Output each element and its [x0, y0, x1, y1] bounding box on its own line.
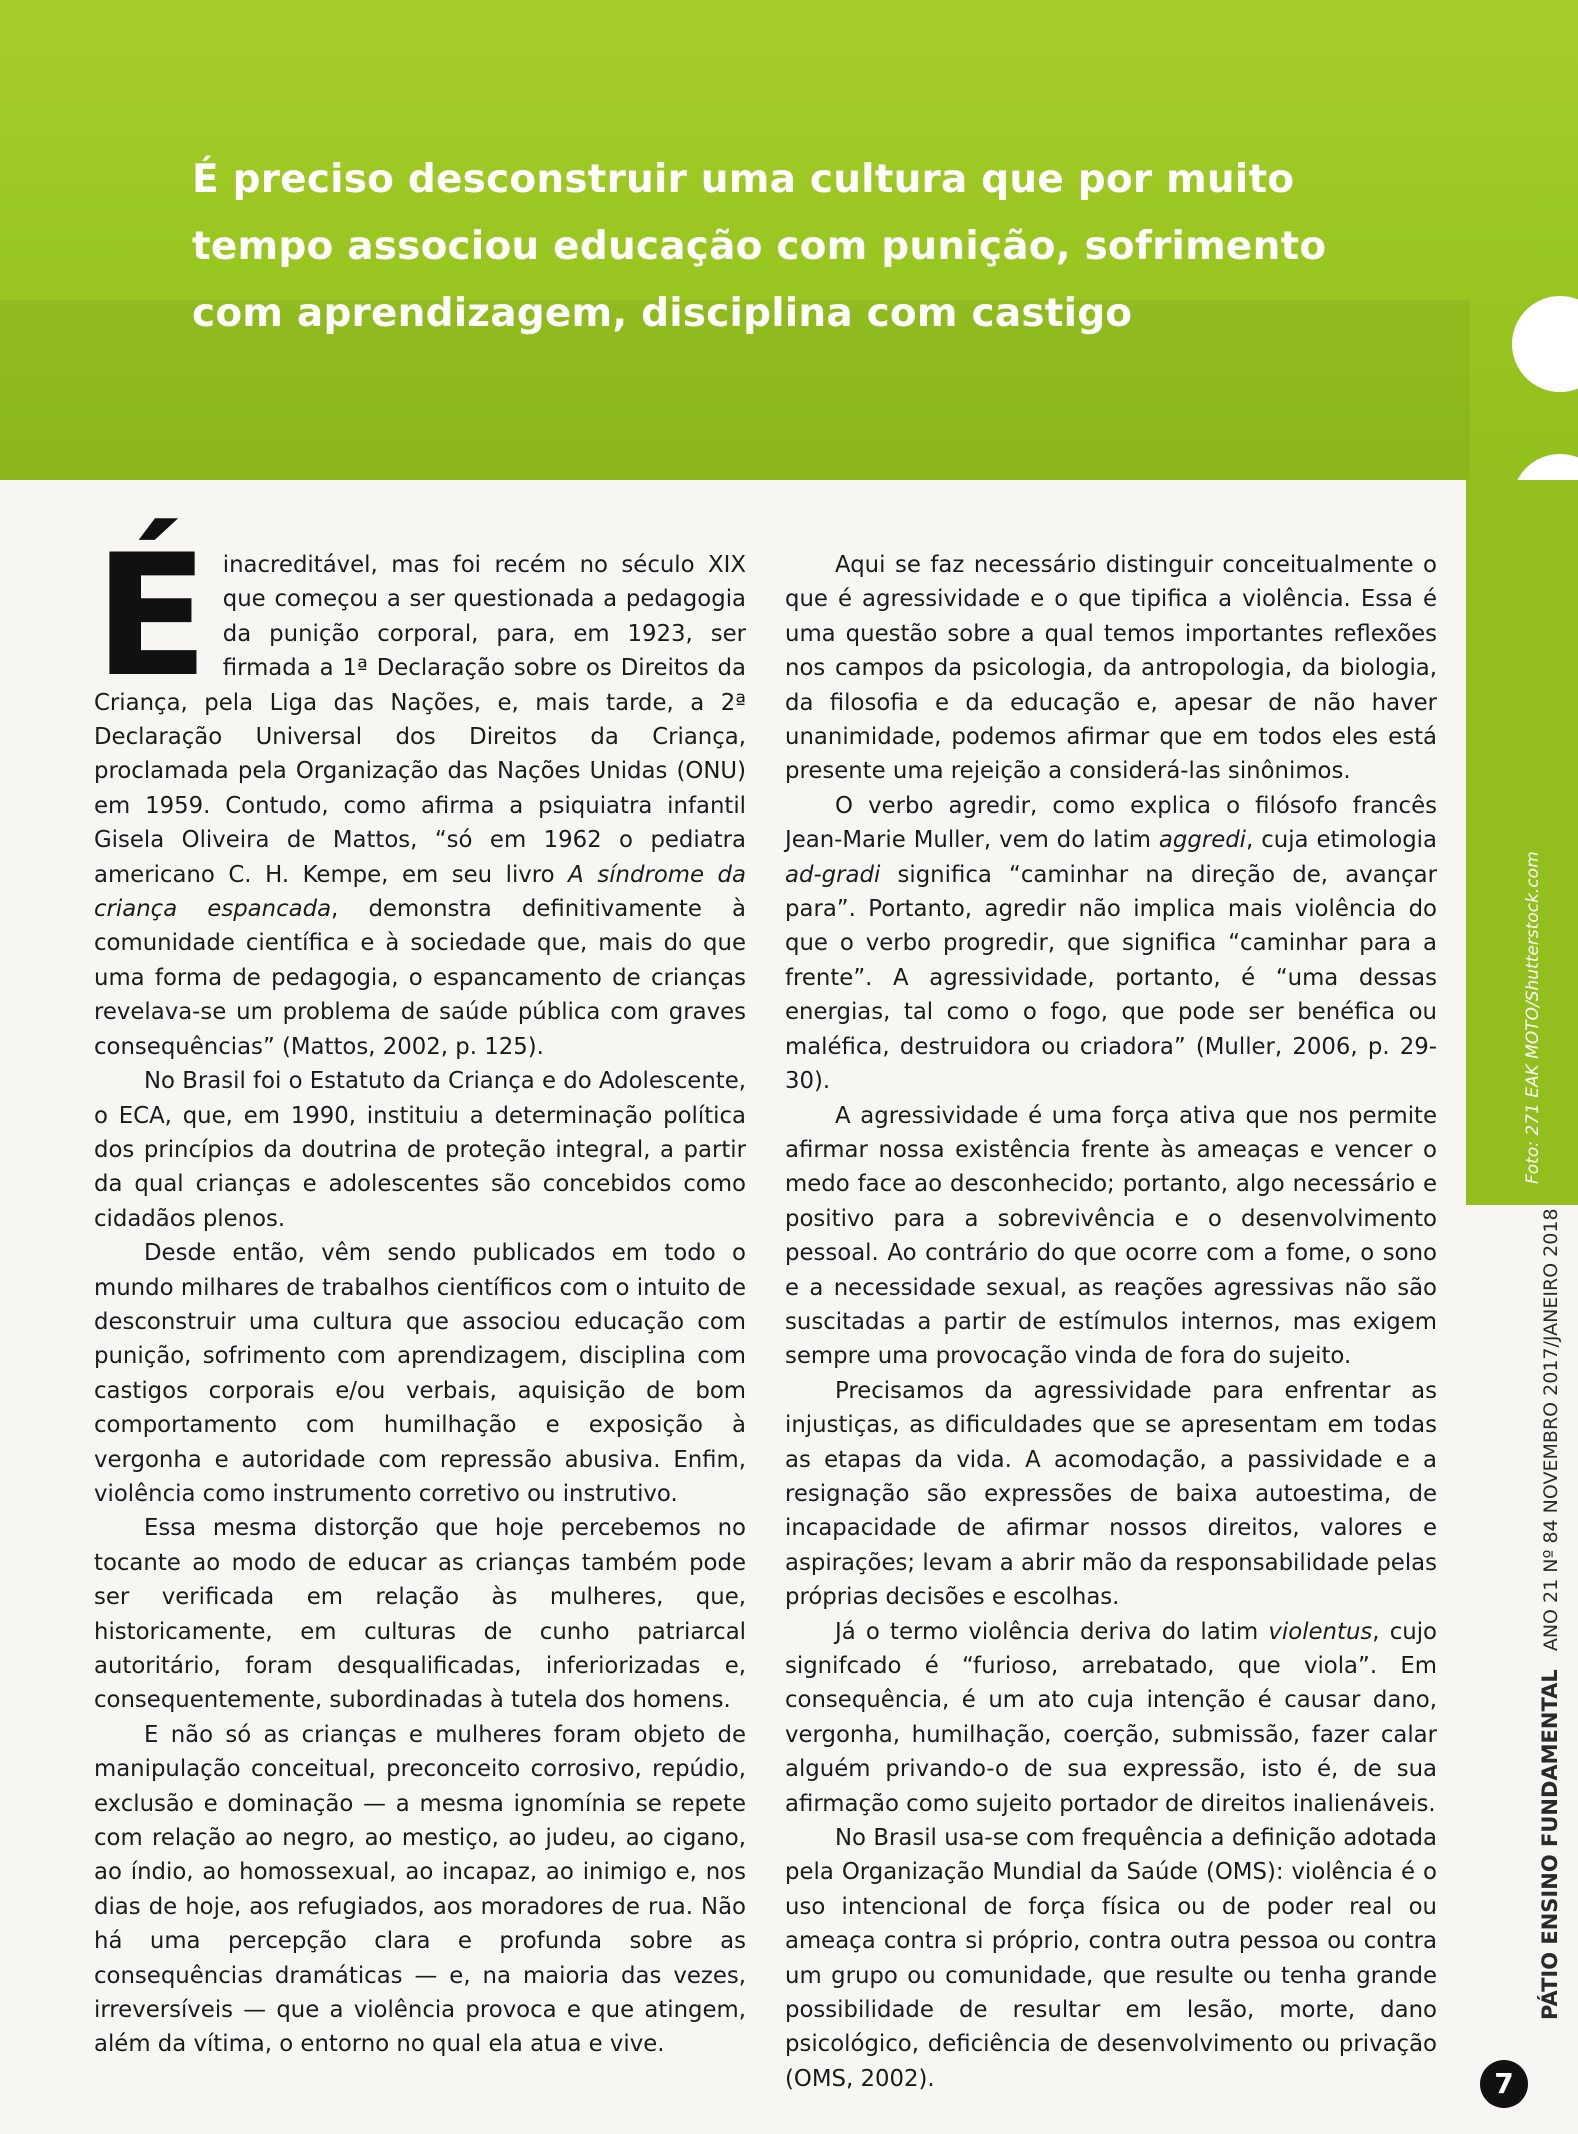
article-paragraph: [785, 1099, 1437, 1374]
paragraph-text: E não só as crianças e mulheres foram objeto de manipulação conceitual, preconceito corrosivo, repúdio, exclusão e dominação — a mesma ignomínia se repete com relação ao negro, ao mestiço, ao judeu, ao cigano, ao índio, ao homossexual, ao incapaz, ao inimigo e, nos dias de hoje, aos refugiados, aos moradores de rua. Não há uma percepção clara e profunda sobre as consequências dramáticas — e, na maioria das vezes, irreversíveis — que a violência provoca e que atingem, além da vítima, o entorno no qual ela atua e vive.: [94, 1721, 746, 2058]
article-paragraph: [94, 1718, 746, 2062]
journal-name: PÁTIO ENSINO FUNDAMENTAL: [1538, 1669, 1562, 2020]
article-paragraph: [94, 1511, 746, 1717]
paragraph-text: significa “caminhar na direção de, avançar para”. Portanto, agredir não implica mais violência do que o verbo progredir, que significa “caminhar para a frente”. A agressividade, portanto, é “uma dessas energias, tal como o fogo, que pode ser benéfica ou maléfica, destruidora ou criadora” (Muller, 2006, p. 29-30).: [785, 861, 1437, 1095]
article-paragraph: [94, 1236, 746, 1511]
paragraph-text: inacreditável, mas foi recém no século XIX que começou a ser questionada a pedagogia da punição corporal, para, em 1923, ser firmada a 1ª Declaração sobre os Direitos da Criança, pela Liga das Nações, e, mais tarde, a 2ª Declaração Universal dos Direitos da Criança, proclamada pela Organização das Nações Unidas (ONU) em 1959. Contudo, como afirma a psiquiatra infantil Gisela Oliveira de Mattos, “só em 1962 o pediatra americano C. H. Kempe, em seu livro: [94, 552, 746, 888]
drop-cap: É: [94, 518, 209, 714]
paragraph-text: , demonstra definitivamente à comunidade científica e à sociedade que, mais do que uma forma de pedagogia, o espancamento de crianças revelava-se um problema de saúde pública com graves consequências” (Mattos, 2002, p. 125).: [94, 896, 746, 1060]
side-strip: [1466, 480, 1578, 1205]
paragraph-text: No Brasil usa-se com frequência a definição adotada pela Organização Mundial da Saúde (OMS): violência é o uso intencional de força física ou de poder real ou ameaça contra si próprio, contra outra pessoa ou contra um grupo ou comunidade, que resulte ou tenha grande possibilidade de resultar em lesão, morte, dano psicológico, deficiência de desenvolvimento ou privação (OMS, 2002).: [785, 1825, 1437, 2092]
italic-text: aggredi: [1158, 827, 1247, 854]
italic-text: A síndrome da criança espancada: [94, 861, 746, 923]
paragraph-text: Aqui se faz necessário distinguir conceitualmente o que é agressividade e o que tipifica a violência. Essa é uma questão sobre a qual temos importantes reflexões nos campos da psicologia, da antropologia, da biologia, da filosofia e da educação e, apesar de não haver unanimidade, podemos afirmar que em todos eles está presente uma rejeição a considerá-las sinônimos.: [785, 552, 1437, 785]
journal-issue: ANO 21 Nº 84 NOVEMBRO 2017/JANEIRO 2018: [1540, 1208, 1562, 1652]
paragraph-text: Desde então, vêm sendo publicados em todo o mundo milhares de trabalhos científicos com o intuito de desconstruir uma cultura que associou educação com punição, sofrimento com aprendizagem, disciplina com castigos corporais e/ou verbais, aquisição de bom comportamento com humilhação e exposição à vergonha e autoridade com repressão abusiva. Enfim, violência como instrumento corretivo ou instrutivo.: [94, 1240, 746, 1507]
article-column-right: [785, 548, 1437, 2096]
headline: É preciso desconstruir uma cultura que por muito tempo associou educação com punição, sofrimento com aprendizagem, disciplina com castigo: [192, 157, 1327, 336]
article-paragraph: [785, 1615, 1437, 1821]
paragraph-text: Essa mesma distorção que hoje percebemos no tocante ao modo de educar as crianças também pode ser verificada em relação às mulheres, que, historicamente, em culturas de cunho patriarcal autoritário, foram desqualificadas, inferiorizadas e, consequentemente, subordinadas à tutela dos homens.: [94, 1515, 746, 1714]
journal-label: [1538, 1208, 1562, 2020]
article-column-left: [94, 518, 746, 2062]
paragraph-text: No Brasil foi o Estatuto da Criança e do Adolescente, o ECA, que, em 1990, instituiu a determinação política dos princípios da doutrina de proteção integral, a partir da qual crianças e adolescentes são concebidos como cidadãos plenos.: [94, 1068, 746, 1232]
italic-text: violentus: [1268, 1618, 1373, 1645]
article-paragraph: [94, 1064, 746, 1236]
article-paragraph: [94, 518, 746, 1064]
paragraph-text: O verbo agredir, como explica o filósofo francês Jean-Marie Muller, vem do latim: [785, 792, 1437, 854]
photo-credit: Foto: 271 EAK MOTO/Shutterstock.com: [1523, 851, 1543, 1184]
paragraph-text: , cujo signifcado é “furioso, arrebatado, que viola”. Em consequência, é um ato cuja intenção é causar dano, vergonha, humilhação, coerção, submissão, fazer calar alguém privando-o de sua expressão, isto é, de sua afirmação como sujeito portador de direitos inalienáveis.: [785, 1618, 1437, 1817]
paragraph-text: , cuja etimologia: [1246, 827, 1437, 854]
article-paragraph: [785, 1821, 1437, 2096]
article-paragraph: [785, 789, 1437, 1099]
article-paragraph: [785, 1374, 1437, 1615]
italic-text: ad-gradi: [785, 861, 881, 888]
paragraph-text: Já o termo violência deriva do latim: [835, 1618, 1269, 1645]
page-number: 7: [1480, 2060, 1528, 2108]
paragraph-text: A agressividade é uma força ativa que nos permite afirmar nossa existência frente às ameaças e vencer o medo face ao desconhecido; portanto, algo necessário e positivo para a sobrevivência e o desenvolvimento pessoal. Ao contrário do que ocorre com a fome, o sono e a necessidade sexual, as reações agressivas não são suscitadas a partir de estímulos internos, mas exigem sempre uma provocação vinda de fora do sujeito.: [785, 1102, 1437, 1370]
paragraph-text: Precisamos da agressividade para enfrentar as injustiças, as dificuldades que se apresentam em todas as etapas da vida. A acomodação, a passividade e a resignação são expressões de baixa autoestima, de incapacidade de afirmar nossos direitos, valores e aspirações; levam a abrir mão da responsabilidade pelas próprias decisões e escolhas.: [785, 1377, 1437, 1611]
article-paragraph: [785, 548, 1437, 789]
